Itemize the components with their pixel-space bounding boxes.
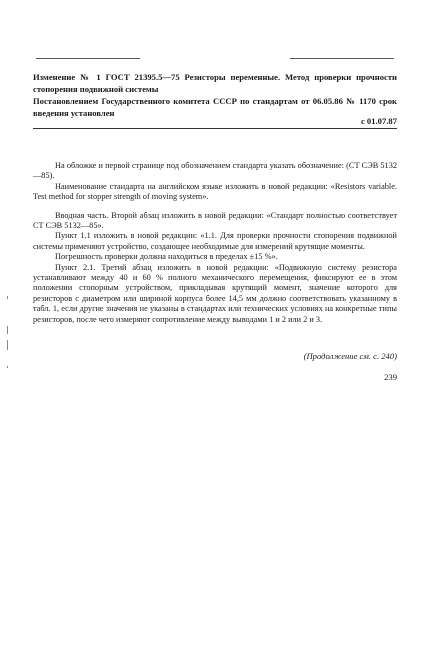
body-text bbox=[33, 161, 397, 325]
margin-speck bbox=[7, 340, 8, 350]
paragraph-4: Пункт 1.1 изложить в новой редакции: «1.1. Для проверки прочности стопорения подвижной системы применяют устройство, создающее необходимые для измерений крутящие моменты. bbox=[33, 231, 397, 251]
heading-divider bbox=[33, 128, 397, 129]
header-rule-left bbox=[36, 58, 140, 59]
margin-speck bbox=[7, 296, 8, 299]
paragraph-2: Наименование стандарта на английском языке изложить в новой редакции: «Resistors variable. Test method for stopper strength of moving system». bbox=[33, 181, 397, 202]
paragraph-1: На обложке и первой странице под обозначением стандарта указать обозначение: (СТ СЭВ 5132—85). bbox=[33, 161, 397, 181]
page-number: 239 bbox=[384, 372, 397, 382]
header-rule-right bbox=[290, 58, 394, 59]
margin-speck bbox=[7, 326, 8, 334]
continuation-note: (Продолжение см. с. 240) bbox=[303, 351, 397, 361]
paragraph-5: Погрешность проверки должна находиться в пределах ±15 %». bbox=[55, 252, 278, 262]
effective-date: с 01.07.87 bbox=[360, 116, 397, 126]
margin-speck bbox=[7, 366, 8, 368]
decree-line: Постановлением Государственного комитета СССР по стандартам от 06.05.86 № 1170 срок введения установлен bbox=[33, 96, 397, 118]
amendment-title: Изменение № 1 ГОСТ 21395.5—75 Резисторы переменные. Метод проверки прочности стопорения подвижной системы bbox=[33, 72, 397, 94]
paragraph-6: Пункт 2.1. Третий абзац изложить в новой редакции: «Подвижную систему резистора устанавливают между 40 и 60 % полного механического перемещения, фиксируют ее в этом положении стопорным устройством, прикладывая крутящий момент, значение которого для резисторов с диаметром или шириной корпуса более 14,5 мм должно соответствовать указанному в табл. 1, если другие значения не указаны в стандартах или технических условиях на конкретные типы резисторов, после чего измеряют сопротивление между выводами 1 и 2 или 2 и 3. bbox=[33, 262, 397, 324]
paragraph-3: Вводная часть. Второй абзац изложить в новой редакции: «Стандарт полностью соответствует СТ СЭВ 5132—85». bbox=[33, 210, 397, 231]
